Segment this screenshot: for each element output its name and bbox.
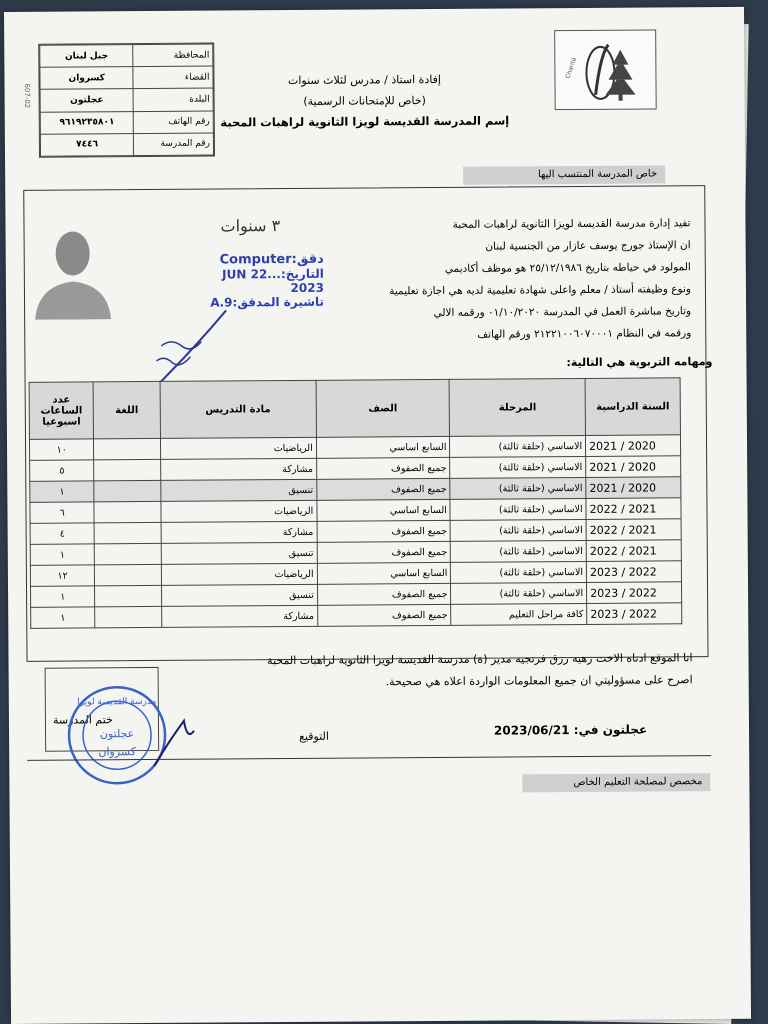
cell-stage: الاساسي (حلقة ثالثة) bbox=[450, 456, 586, 478]
cell-hrs: ١ bbox=[30, 481, 94, 502]
form-subtitle: (خاص للإمتحانات الرسمية) bbox=[303, 94, 427, 108]
cell-hrs: ١٢ bbox=[30, 565, 94, 586]
table-header-row bbox=[29, 378, 680, 440]
col-year: السنة الدراسية bbox=[585, 378, 680, 436]
statement-line-5: وتاريخ مباشرة العمل في المدرسة ٠١/١٠/٢٠٢٠ ورقمه الالي bbox=[433, 305, 692, 320]
cedar-logo-icon bbox=[560, 34, 650, 105]
col-class: الصف bbox=[316, 379, 450, 437]
cell-year: 2021 / 2022 bbox=[586, 519, 681, 541]
cell-stage: الاساسي (حلقة ثالثة) bbox=[451, 540, 587, 562]
cell-subj: مشاركة bbox=[161, 521, 317, 543]
cell-year: 2020 / 2021 bbox=[586, 456, 681, 478]
col-subject: مادة التدريس bbox=[160, 380, 317, 438]
cell-stage: الاساسي (حلقة ثالثة) bbox=[451, 561, 587, 583]
cell-cls: السابع اساسي bbox=[316, 436, 450, 458]
school-section-bar: خاص المدرسة المنتسب اليها bbox=[463, 165, 665, 184]
cell-cls: جميع الصفوف bbox=[317, 604, 451, 626]
cell-stage: الاساسي (حلقة ثالثة) bbox=[450, 498, 586, 520]
cell-hrs: ٦ bbox=[30, 502, 94, 523]
statement-line-2: ان الإستاذ جورج يوسف عازار من الجنسية لبنان bbox=[485, 239, 691, 253]
cell-year: 2022 / 2023 bbox=[587, 603, 682, 625]
cell-cls: جميع الصفوف bbox=[317, 583, 451, 605]
cell-year: 2022 / 2023 bbox=[586, 561, 681, 583]
cell-lang bbox=[94, 459, 160, 480]
cell-cls: جميع الصفوف bbox=[317, 478, 451, 500]
handwritten-years: ٣ سنوات bbox=[220, 216, 281, 236]
cell-subj: الرياضيات bbox=[160, 437, 316, 459]
cell-year: 2020 / 2021 bbox=[586, 477, 681, 499]
cell-year: 2020 / 2021 bbox=[586, 435, 681, 457]
audit-stamp-line3: تاشيرة المدقق:9.A bbox=[210, 294, 325, 310]
statement-line-6: ورقمه في النظام ٢١٢٢١٠٠٦٠٧٠٠٠١ ورقم الهاتف bbox=[477, 327, 692, 341]
cell-stage: كافة مراحل التعليم bbox=[451, 603, 587, 625]
signature-label: التوقيع bbox=[299, 729, 329, 743]
info-row: المحافظة جبل لبنان bbox=[40, 44, 213, 67]
cell-lang bbox=[94, 438, 160, 459]
cell-subj: الرياضيات bbox=[161, 563, 317, 585]
col-hours: عدد الساعات اسبوعيا bbox=[29, 382, 94, 439]
teaching-table bbox=[29, 377, 683, 629]
cell-subj: مشاركة bbox=[160, 458, 316, 480]
statement-text bbox=[295, 212, 691, 347]
cell-cls: السابع اساسي bbox=[317, 562, 451, 584]
statement-line-3: المولود في حياطه بتاريخ ٢٥/١٢/١٩٨٦ هو موظف أكاديمي bbox=[444, 261, 691, 275]
cell-lang bbox=[95, 585, 161, 606]
person-silhouette-icon bbox=[29, 223, 116, 320]
cell-subj: الرياضيات bbox=[161, 500, 317, 522]
col-stage: المرحلة bbox=[449, 378, 585, 436]
audit-stamp-line2: التاريخ:...22 JUN 2023 bbox=[222, 266, 324, 296]
col-language: اللغة bbox=[93, 381, 160, 438]
cell-cls: جميع الصفوف bbox=[317, 520, 451, 542]
cell-hrs: ١ bbox=[31, 607, 95, 628]
cell-lang bbox=[94, 480, 160, 501]
cell-hrs: ١ bbox=[30, 544, 94, 565]
round-stamp-mid: عجلتون bbox=[99, 727, 135, 741]
school-stamp-label: ختم المدرسة bbox=[52, 713, 113, 727]
declaration-line-1: انا الموقع ادناه الاخت زهيه رزق فرنجيه مدير (ة) مدرسة القديسة لويزا الثانوية لراهبات المحبة bbox=[267, 651, 693, 668]
document-page bbox=[4, 7, 751, 1024]
school-logo bbox=[554, 29, 657, 110]
cell-lang bbox=[95, 543, 161, 564]
school-name-line: إسم المدرسة القديسة لويزا الثانوية لراهبات المحبة bbox=[220, 113, 510, 130]
cell-subj: مشاركة bbox=[161, 605, 317, 627]
cell-cls: جميع الصفوف bbox=[316, 457, 450, 479]
declaration-date: عجلتون في: 2023/06/21 bbox=[493, 722, 648, 738]
location-info-box bbox=[38, 43, 215, 158]
cell-subj: تنسيق bbox=[161, 542, 317, 564]
round-stamp-top: مدرسة القديسة لويزا bbox=[77, 696, 157, 708]
cell-hrs: ١٠ bbox=[29, 439, 93, 460]
cell-year: 2021 / 2022 bbox=[586, 498, 681, 520]
tasks-title: ومهامه التربوية هي التالية: bbox=[566, 355, 713, 370]
info-row: رقم الهاتف ٩٦١٩٢٣٥٨٠١ bbox=[40, 111, 213, 134]
cell-lang bbox=[95, 564, 161, 585]
cell-stage: الاساسي (حلقة ثالثة) bbox=[450, 435, 586, 457]
cell-stage: الاساسي (حلقة ثالثة) bbox=[450, 477, 586, 499]
form-header bbox=[214, 68, 514, 133]
info-row: القضاء كسروان bbox=[40, 66, 213, 89]
cell-hrs: ٥ bbox=[30, 460, 94, 481]
cell-subj: تنسيق bbox=[160, 479, 316, 501]
cell-lang bbox=[94, 501, 160, 522]
special-section-bar: مخصص لمصلحة التعليم الخاص bbox=[522, 773, 710, 792]
form-title: إفادة استاذ / مدرس لثلاث سنوات bbox=[287, 72, 442, 88]
declaration-line-2: اصرح على مسؤوليتي ان جميع المعلومات الواردة اعلاه هي صحيحة. bbox=[385, 673, 693, 689]
audit-stamp-line1: دقق:Computer bbox=[219, 251, 324, 268]
cell-cls: جميع الصفوف bbox=[317, 541, 451, 563]
info-row: البلدة عجلتون bbox=[40, 88, 213, 111]
statement-line-4: ونوع وظيفته أستاذ / معلم واعلى شهادة تعليمية لديه هي اجازة تعليمية bbox=[389, 283, 691, 298]
cell-subj: تنسيق bbox=[161, 584, 317, 606]
round-stamp-bottom: كسروان bbox=[98, 745, 136, 759]
side-code: 607-02 bbox=[22, 83, 32, 109]
cell-stage: الاساسي (حلقة ثالثة) bbox=[450, 519, 586, 541]
svg-text:Charité: Charité bbox=[564, 56, 579, 80]
table-row bbox=[31, 603, 682, 629]
cell-lang bbox=[94, 522, 160, 543]
cell-cls: السابع اساسي bbox=[317, 499, 451, 521]
cell-stage: الاساسي (حلقة ثالثة) bbox=[451, 582, 587, 604]
cell-year: 2022 / 2023 bbox=[587, 582, 682, 604]
cell-hrs: ١ bbox=[31, 586, 95, 607]
info-row: رقم المدرسة ٧٤٤٦ bbox=[40, 133, 213, 156]
cell-hrs: ٤ bbox=[30, 523, 94, 544]
cell-year: 2021 / 2022 bbox=[586, 540, 681, 562]
cell-lang bbox=[95, 606, 161, 627]
statement-line-1: تفيد إدارة مدرسة القديسة لويزا الثانوية لراهبات المحبة bbox=[452, 217, 691, 231]
